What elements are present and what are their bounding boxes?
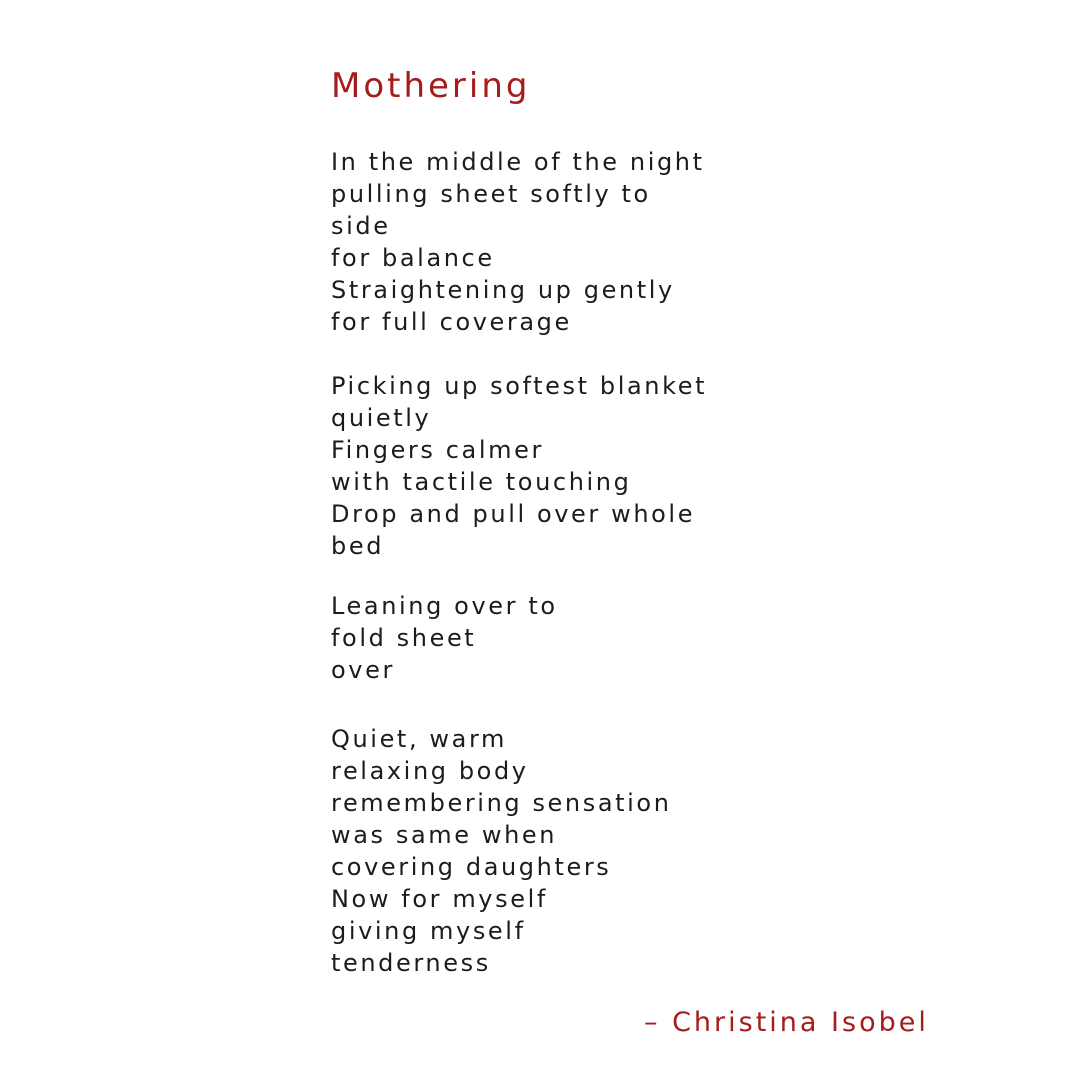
poem-line: side xyxy=(331,212,391,240)
poem-line: bed xyxy=(331,532,385,560)
poem-line: Picking up softest blanket xyxy=(331,372,708,400)
poem-line: fold sheet xyxy=(331,624,477,652)
poem-line: relaxing body xyxy=(331,757,529,785)
poem-line: remembering sensation xyxy=(331,789,672,817)
poem-line: Straightening up gently xyxy=(331,276,675,304)
poem-line: covering daughters xyxy=(331,853,612,881)
poem-line: quietly xyxy=(331,404,432,432)
stanza-2 xyxy=(331,370,707,562)
poem-line: pulling sheet softly to xyxy=(331,180,651,208)
poem-line: Quiet, warm xyxy=(331,725,507,753)
poem-line: was same when xyxy=(331,821,558,849)
poem-line: Leaning over to xyxy=(331,592,558,620)
poem-line: Drop and pull over whole xyxy=(331,500,696,528)
poem-line: giving myself xyxy=(331,917,526,945)
poem-line: for full coverage xyxy=(331,308,572,336)
poem-line: tenderness xyxy=(331,949,491,977)
stanza-3 xyxy=(331,590,558,686)
poem-line: with tactile touching xyxy=(331,468,632,496)
poem-line: over xyxy=(331,656,395,684)
stanza-4 xyxy=(331,723,672,979)
poem-title: Mothering xyxy=(331,66,531,106)
poem-line: for balance xyxy=(331,244,495,272)
poem-author: – Christina Isobel xyxy=(644,1007,929,1038)
stanza-1 xyxy=(331,146,705,338)
poem-line: Fingers calmer xyxy=(331,436,544,464)
poem-line: In the middle of the night xyxy=(331,148,705,176)
poem-line: Now for myself xyxy=(331,885,548,913)
